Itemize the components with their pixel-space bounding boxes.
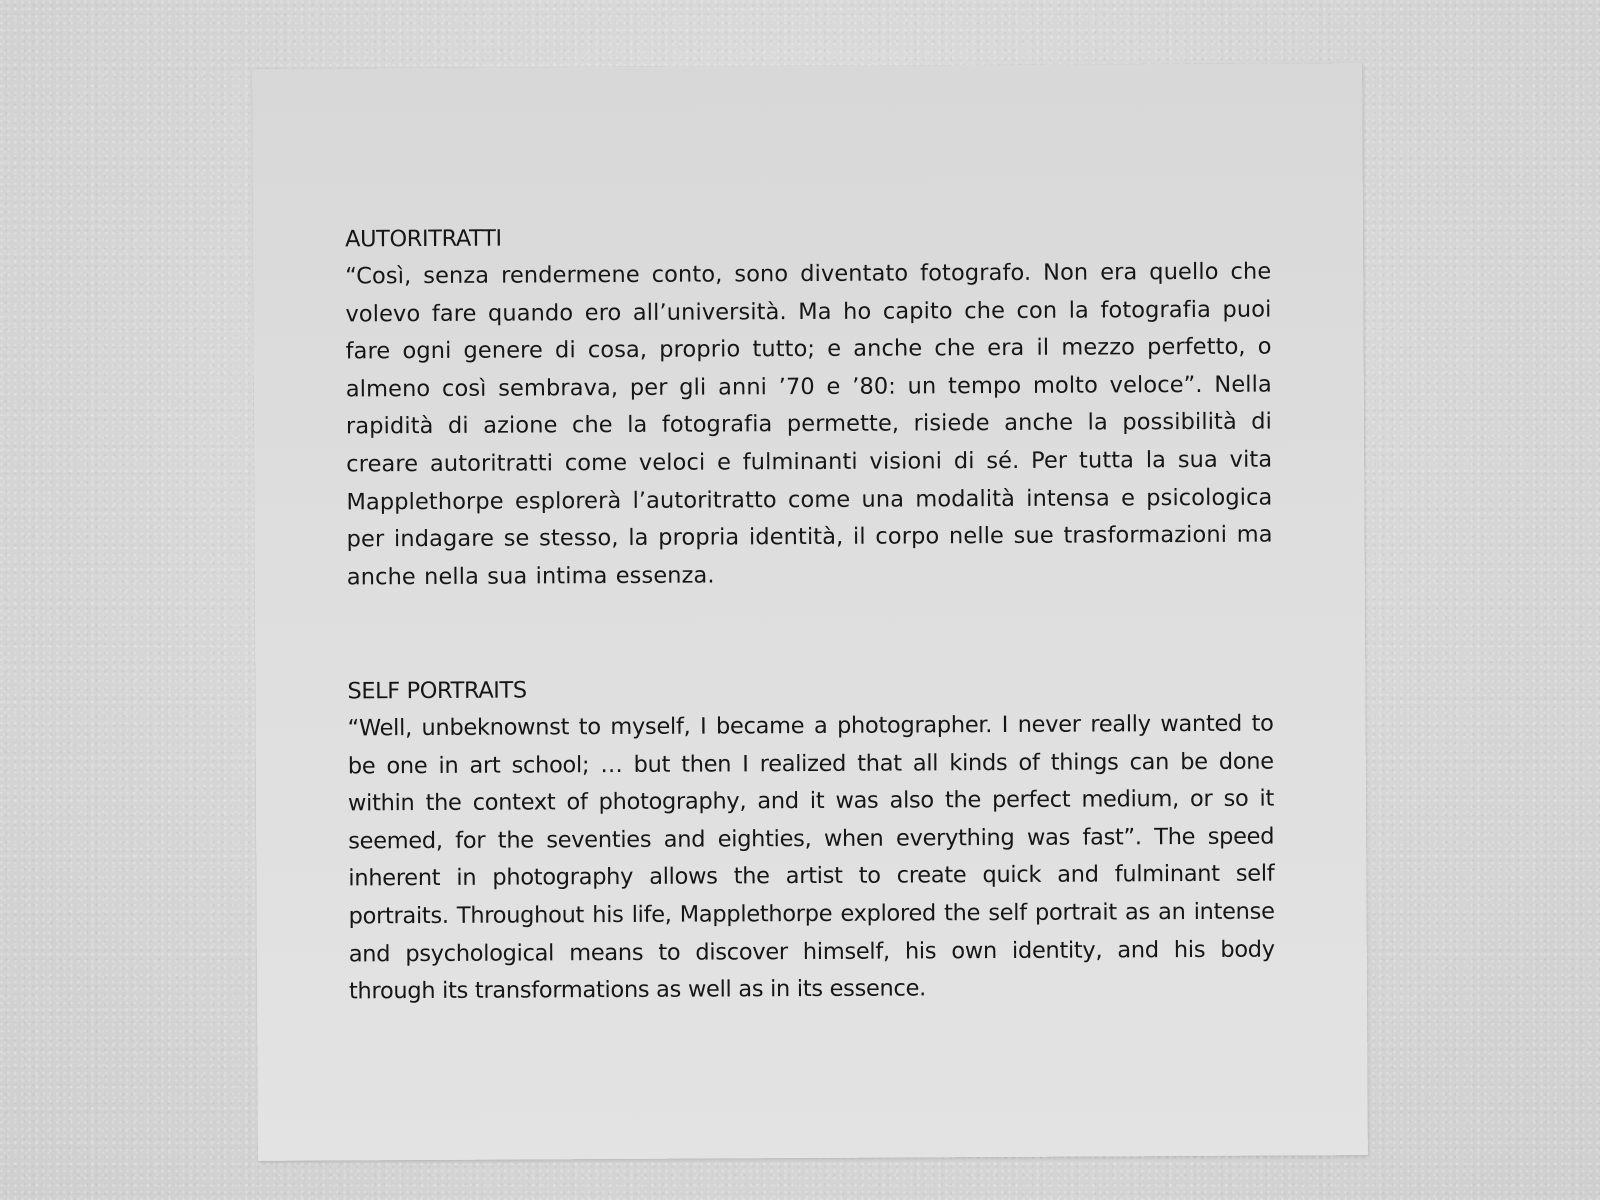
english-section: [347, 668, 1275, 1012]
italian-section: [345, 216, 1273, 597]
italian-body-text: “Così, senza rendermene conto, sono diventato fotografo. Non era quello che volevo fare quando ero all’università. Ma ho capito che con la fotografia puoi fare ogni genere di cosa, proprio tutto; e anche che era il mezzo perfetto, o almeno così sembrava, per gli anni ’70 e ’80: un tempo molto veloce”. Nella rapidità di azione che la fotografia permette, risiede anche la possibilità di creare autoritratti come veloci e fulminanti visioni di sé. Per tutta la sua vita Mapplethorpe esplorerà l’autoritratto come una modalità intensa e psicologica per indagare se stesso, la propria identità, il corpo nelle sue trasformazioni ma anche nella sua intima essenza.: [345, 258, 1273, 591]
italian-heading: AUTORITRATTI: [344, 225, 502, 253]
exhibition-placard: [252, 63, 1368, 1161]
english-heading: SELF PORTRAITS: [347, 677, 527, 705]
english-body-text: “Well, unbeknownst to myself, I became a photographer. I never really wanted to be one in art school; … but then I realized that all kinds of things can be done within the context of photography, and it was also the perfect medium, or so it seemed, for the seventies and eighties, when everything was fast”. The speed inherent in photography allows the artist to create quick and fulminant self portraits. Throughout his life, Mapplethorpe explored the self portrait as an intense and psychological means to discover himself, his own identity, and his body through its transformations as well as in its essence.: [347, 710, 1275, 1005]
